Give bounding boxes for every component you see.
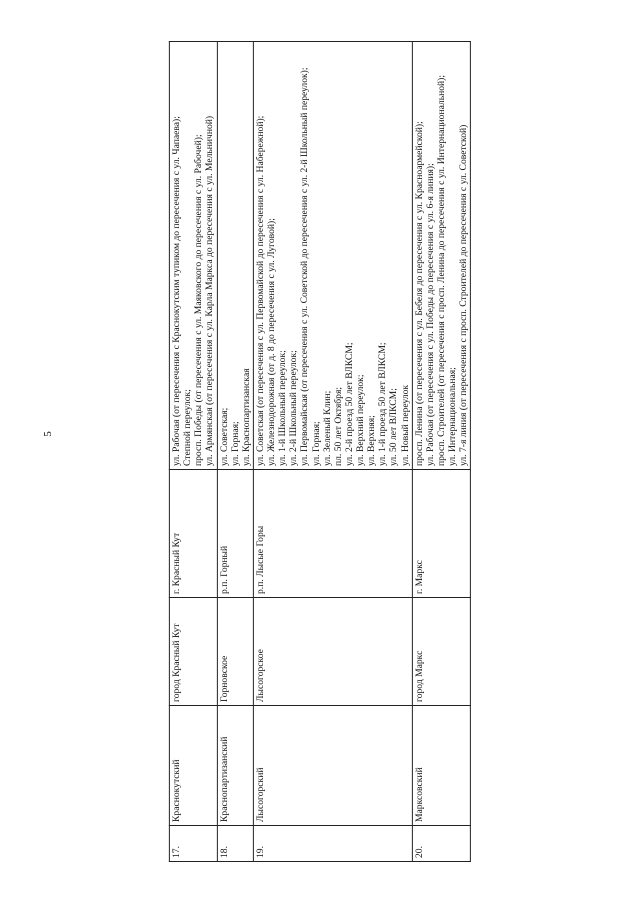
street-line: просп. Строителей (от пересечения с просп. Ленина до пересечения с ул. Интернациональной);	[435, 74, 447, 466]
street-line: пл. 50 лет Октября;	[332, 386, 344, 466]
streets-cell	[412, 42, 471, 470]
street-line: ул. Рабочая (от пересечения с ул. Победы до пересечения с ул. 6-я линия);	[424, 163, 436, 466]
street-line: ул. Верхняя;	[366, 415, 377, 466]
street-line: Степной переулок;	[182, 389, 193, 466]
locality-cell: р.п. Горный	[217, 470, 253, 598]
street-line: ул. 7-я линия (от пересечения с просп. Строителей до пересечения с ул. Советской)	[458, 124, 469, 466]
row-number: 19.	[253, 826, 412, 862]
table-row	[253, 42, 412, 862]
street-line: просп. Ленина (от пересечения с ул. Бебеля до пересечения с ул. Красноармейской);	[413, 121, 425, 466]
street-line: ул. Советская;	[218, 407, 230, 466]
street-line: ул. Краснопартизанская	[240, 368, 252, 466]
street-line: ул. Армянская (от пересечения с ул. Карла Маркса до пересечения с ул. Мельничной)	[204, 115, 216, 466]
row-number: 18.	[217, 826, 253, 862]
table-row	[169, 42, 217, 862]
street-line: ул. 2-й Школьный переулок;	[288, 350, 300, 466]
street-line: просп. Победы (от пересечения с ул. Маяковского до пересечения с ул. Рабочей);	[193, 134, 205, 466]
street-line: ул. Зеленый Клин;	[321, 390, 333, 466]
settlement-cell: Лысогорское	[253, 598, 412, 706]
street-line: ул. Горная;	[229, 421, 241, 466]
street-line: ул. Горная;	[310, 421, 322, 466]
settlement-cell: Горновское	[217, 598, 253, 706]
streets-cell	[217, 42, 253, 470]
table-row	[217, 42, 253, 862]
streets-cell	[169, 42, 217, 470]
street-line: ул. Первомайская (от пересечения с ул. Советской до пересечения с ул. 2-й Школьный переулок);	[299, 67, 311, 466]
table-row	[412, 42, 471, 862]
street-line: ул. Железнодорожная (от д. 8 до пересечения с ул. Луговой);	[265, 218, 277, 466]
row-number: 17.	[169, 826, 217, 862]
rotated-page	[169, 42, 471, 862]
locality-cell: г. Красный Кут	[169, 470, 217, 598]
locality-cell: р.п. Лысые Горы	[253, 470, 412, 598]
street-line: ул. 2-й проезд 50 лет ВЛКСМ;	[343, 342, 355, 466]
street-line: ул. 1-й проезд 50 лет ВЛКСМ;	[377, 342, 389, 466]
municipality-cell: Краснопартизанский	[217, 706, 253, 826]
streets-cell	[253, 42, 412, 470]
municipality-cell: Краснокутский	[169, 706, 217, 826]
municipality-cell: Марксовский	[412, 706, 471, 826]
settlement-cell: город Маркс	[412, 598, 471, 706]
settlement-cell: город Красный Кут	[169, 598, 217, 706]
street-line: ул. Рабочая (от пересечения с Краснокутским тупиком до пересечения с ул. Чапаева);	[170, 116, 182, 466]
street-line: ул. Новый переулок	[399, 384, 411, 466]
row-number: 20.	[412, 826, 471, 862]
street-line: ул. 1-й Школьный переулок;	[277, 350, 288, 466]
street-line: ул. Верхний переулок;	[354, 374, 366, 466]
street-line: ул. Советская (от пересечения с ул. Первомайской до пересечения с ул. Набережной);	[254, 115, 266, 466]
street-line: ул. Интернациональная;	[446, 367, 458, 466]
municipality-cell: Лысогорский	[253, 706, 412, 826]
locality-cell: г. Маркс	[412, 470, 471, 598]
page-number: 5	[41, 431, 54, 437]
street-line: ул. 50 лет ВЛКСМ;	[388, 388, 400, 466]
streets-table	[169, 41, 471, 862]
